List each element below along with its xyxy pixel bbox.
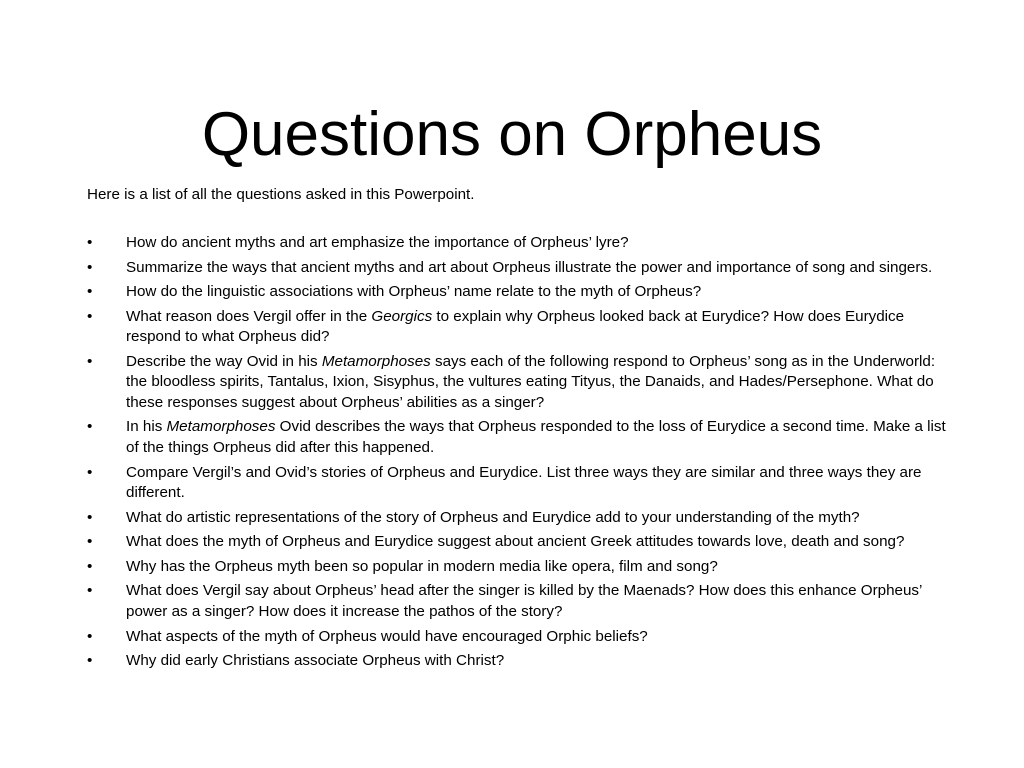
bullet-icon: • bbox=[87, 234, 93, 251]
question-text bbox=[126, 651, 947, 672]
question-text bbox=[126, 508, 947, 529]
book-title: Metamorphoses bbox=[321, 352, 431, 370]
question-text-part: How do the linguistic associations with Orpheus’ name relate to the myth of Orpheus? bbox=[126, 283, 702, 301]
question-item bbox=[87, 463, 947, 504]
book-title: Metamorphoses bbox=[166, 418, 276, 436]
question-text-part: What does the myth of Orpheus and Eurydice suggest about ancient Greek attitudes towards love, death and song? bbox=[126, 533, 905, 551]
question-text bbox=[126, 233, 947, 254]
question-item bbox=[87, 282, 947, 303]
bullet-icon: • bbox=[87, 352, 93, 370]
bullet-icon: • bbox=[87, 307, 93, 325]
question-text bbox=[126, 417, 947, 458]
question-text-part: Ovid describes the ways that Orpheus responded to the loss of Eurydice a second time. Make a list of the things Orpheus did after this happened. bbox=[126, 418, 946, 456]
question-text bbox=[126, 352, 947, 414]
question-text bbox=[126, 282, 947, 303]
question-text-part: Compare Vergil’s and Ovid’s stories of Orpheus and Eurydice. List three ways they are similar and three ways they are different. bbox=[126, 463, 922, 502]
question-item bbox=[87, 352, 947, 414]
question-item bbox=[87, 508, 947, 529]
question-item bbox=[87, 307, 947, 348]
question-item bbox=[87, 532, 947, 553]
question-text-part: says each of the following respond to Orpheus’ song as in the Underworld: the bloodless spirits, Tantalus, Ixion, Sisyphus, the vultures eating Tityus, the Danaids, and Hades/Persephone. What do these responses suggest about Orpheus’ abilities as a singer? bbox=[126, 352, 936, 411]
question-text bbox=[126, 463, 947, 504]
bullet-icon: • bbox=[87, 652, 93, 670]
question-text-part: What do artistic representations of the story of Orpheus and Eurydice add to your understanding of the myth? bbox=[126, 508, 860, 526]
question-list bbox=[87, 233, 947, 676]
bullet-icon: • bbox=[87, 533, 93, 551]
question-text bbox=[126, 581, 947, 622]
question-text-part: What does Vergil say about Orpheus’ head after the singer is killed by the Maenads? How does this enhance Orpheus’ power as a singer? How does it increase the pathos of the story? bbox=[126, 582, 922, 620]
question-text-part: What reason does Vergil offer in the bbox=[126, 307, 372, 325]
bullet-icon: • bbox=[87, 418, 93, 436]
intro-text: Here is a list of all the questions asked in this Powerpoint. bbox=[87, 186, 475, 203]
bullet-icon: • bbox=[87, 258, 93, 276]
question-text bbox=[126, 532, 947, 553]
question-text bbox=[126, 557, 947, 578]
question-item bbox=[87, 233, 947, 254]
bullet-icon: • bbox=[87, 582, 93, 600]
question-item bbox=[87, 258, 947, 279]
question-text-part: In his bbox=[126, 418, 167, 436]
bullet-icon: • bbox=[87, 557, 93, 575]
question-item bbox=[87, 557, 947, 578]
question-text-part: Why has the Orpheus myth been so popular in modern media like opera, film and song? bbox=[126, 557, 718, 575]
question-text-part: Why did early Christians associate Orpheus with Christ? bbox=[126, 652, 505, 670]
question-text-part: Summarize the ways that ancient myths and art about Orpheus illustrate the power and importance of song and singers. bbox=[126, 258, 933, 276]
bullet-icon: • bbox=[87, 463, 93, 481]
book-title: Georgics bbox=[371, 307, 433, 325]
bullet-icon: • bbox=[87, 627, 93, 645]
question-item bbox=[87, 627, 947, 648]
question-text bbox=[126, 307, 947, 348]
question-text-part: to explain why Orpheus looked back at Eurydice? How does Eurydice respond to what Orpheus did? bbox=[126, 307, 905, 346]
bullet-icon: • bbox=[87, 508, 93, 526]
question-item bbox=[87, 581, 947, 622]
question-item bbox=[87, 417, 947, 458]
question-text bbox=[126, 627, 947, 648]
question-text bbox=[126, 258, 947, 279]
question-text-part: Describe the way Ovid in his bbox=[126, 352, 322, 370]
question-item bbox=[87, 651, 947, 672]
question-text-part: What aspects of the myth of Orpheus would have encouraged Orphic beliefs? bbox=[126, 627, 648, 645]
question-text-part: How do ancient myths and art emphasize the importance of Orpheus’ lyre? bbox=[126, 234, 629, 251]
bullet-icon: • bbox=[87, 283, 93, 301]
slide-title: Questions on Orpheus bbox=[201, 100, 823, 169]
